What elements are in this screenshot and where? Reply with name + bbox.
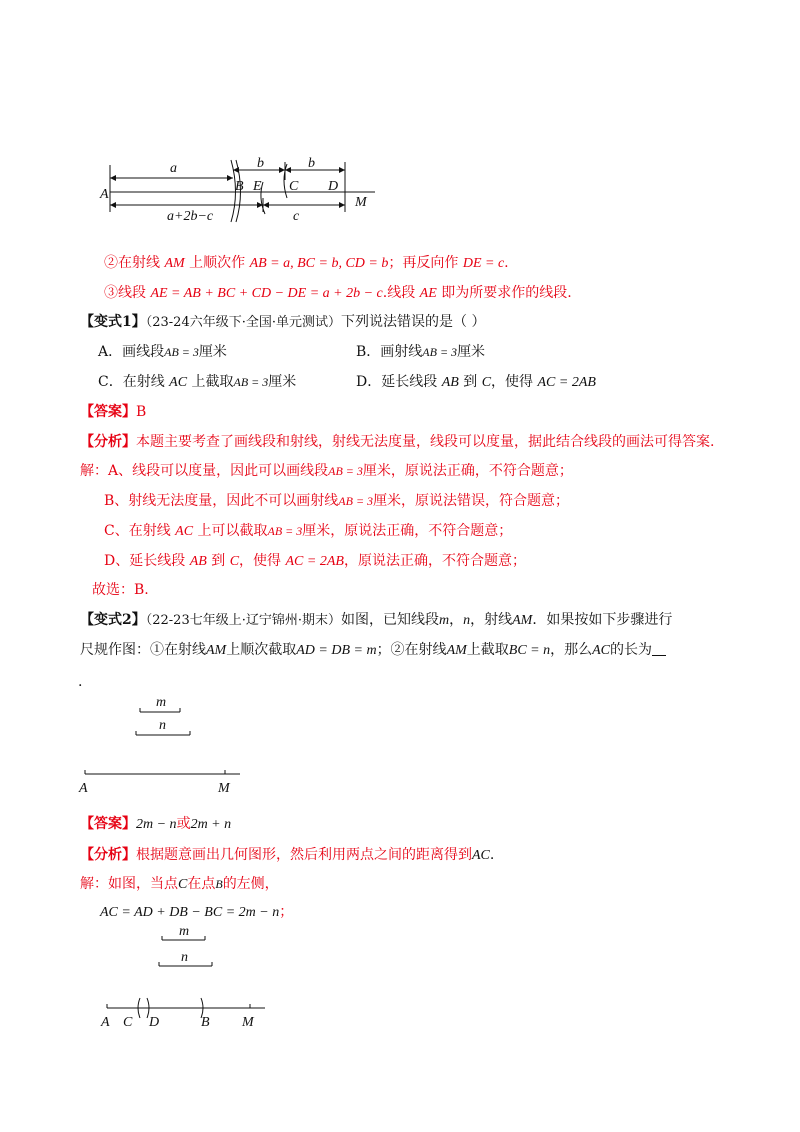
variant2-answer: 【答案】2m − n或2m + n: [80, 816, 232, 832]
fig3-label-n: n: [181, 950, 188, 965]
fig3-label-m: m: [179, 924, 190, 939]
variant1-answer: 【答案】B: [80, 404, 147, 420]
variant1-choose: 故选：B.: [92, 582, 149, 598]
fig1-label-C: C: [289, 179, 299, 194]
step-2-line: ②在射线 AM 上顺次作 AB = a, BC = b, CD = b；再反向作 DE = c.: [104, 255, 509, 271]
fig1-label-E: E: [253, 179, 262, 194]
figure-variant2-given: [70, 690, 270, 800]
variant1-option-c: C．在射线 AC 上截取AB = 3厘米: [98, 374, 297, 390]
fig1-label-c: c: [293, 209, 300, 224]
fig3-label-C: C: [123, 1015, 133, 1030]
answer-blank: [652, 641, 666, 656]
variant1-question: 【变式1】（23-24六年级下·全国·单元测试）下列说法错误的是（ ）: [80, 314, 486, 330]
step-3-line: ③线段 AE = AB + BC + CD − DE = a + 2b − c.线段 AE 即为所要求作的线段.: [104, 285, 572, 301]
fig2-label-n: n: [159, 718, 166, 733]
fig1-label-M: M: [355, 195, 367, 210]
variant2-question-line2: 尺规作图：①在射线AM上顺次截取AD = DB = m；②在射线AM上截取BC = n，那么AC的长为: [80, 640, 666, 661]
fig2-label-M: M: [218, 781, 230, 796]
fig1-label-b1: b: [257, 156, 264, 171]
fig1-label-a: a: [170, 161, 177, 176]
fig1-label-B: B: [235, 179, 244, 194]
fig3-label-D: D: [149, 1015, 160, 1030]
fig2-label-A: A: [79, 781, 88, 796]
variant2-solution-line1: 解：如图，当点C在点B的左侧，: [80, 876, 279, 892]
variant2-question-line3: .: [78, 674, 83, 690]
variant2-question-line1: 【变式2】（22-23七年级上·辽宁锦州·期末）如图，已知线段m，n，射线AM．如果按如下步骤进行: [80, 612, 673, 628]
fig1-label-a2b-c: a+2b−c: [167, 209, 214, 224]
variant1-solution-c: C、在射线 AC 上可以截取AB = 3厘米，原说法正确，不符合题意；: [104, 523, 513, 539]
variant1-solution-a: 解：A、线段可以度量，因此可以画线段AB = 3厘米，原说法正确，不符合题意；: [80, 463, 573, 479]
figure-variant2-solution: [95, 918, 285, 1033]
figure-segment-construction: [95, 150, 385, 225]
variant2-solution-equation: AC = AD + DB − BC = 2m − n；: [100, 904, 294, 920]
fig1-label-A: A: [100, 187, 109, 202]
fig2-label-m: m: [156, 695, 167, 710]
fig3-label-A: A: [101, 1015, 110, 1030]
variant1-option-d: D．延长线段 AB 到 C，使得 AC = 2AB: [356, 374, 596, 390]
variant1-option-b: B．画射线AB = 3厘米: [356, 344, 486, 360]
variant1-solution-b: B、射线无法度量，因此不可以画射线AB = 3厘米，原说法错误，符合题意；: [104, 493, 570, 509]
variant1-option-a: A．画线段AB = 3厘米: [98, 344, 227, 360]
fig1-label-b2: b: [308, 156, 315, 171]
fig1-label-D: D: [328, 179, 339, 194]
fig3-label-B: B: [201, 1015, 210, 1030]
variant1-analysis: 【分析】本题主要考查了画线段和射线，射线无法度量，线段可以度量，据此结合线段的画法可得答案.: [80, 434, 715, 450]
fig3-label-M: M: [242, 1015, 254, 1030]
variant2-analysis: 【分析】根据题意画出几何图形，然后利用两点之间的距离得到AC.: [80, 847, 495, 863]
variant1-solution-d: D、延长线段 AB 到 C，使得 AC = 2AB，原说法正确，不符合题意；: [104, 553, 526, 569]
